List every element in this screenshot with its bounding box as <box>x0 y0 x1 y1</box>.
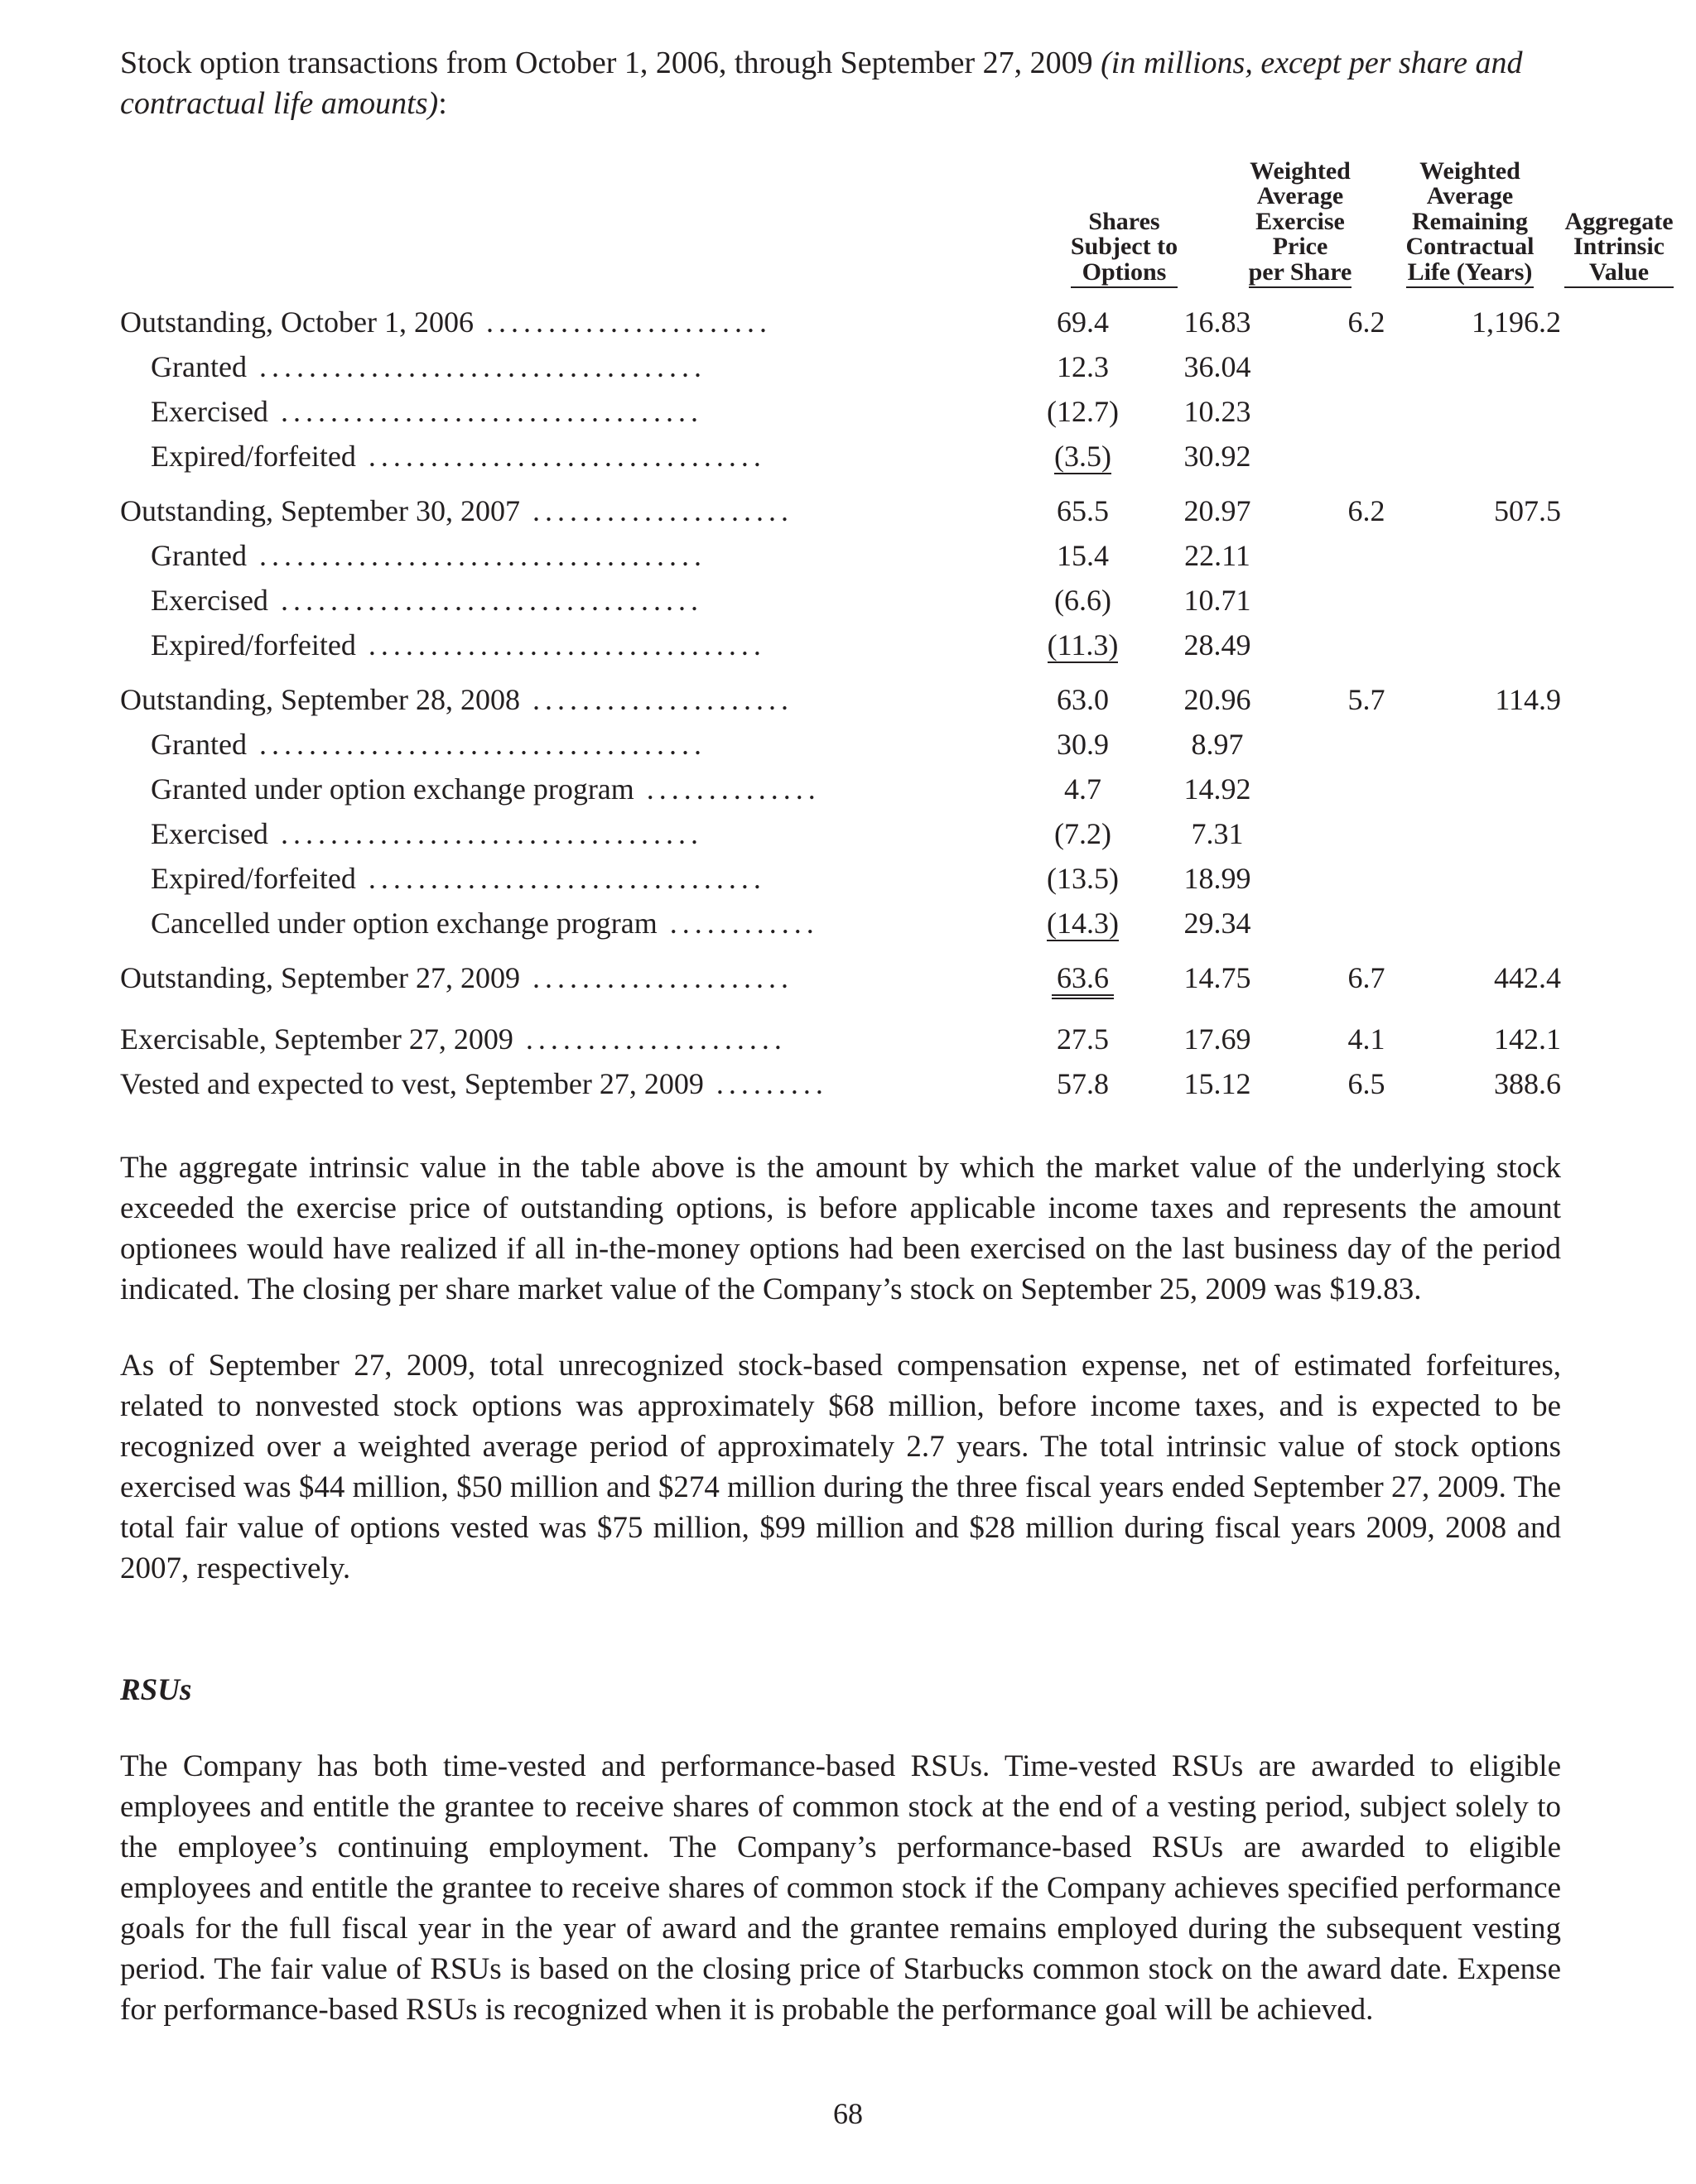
table-row <box>120 389 1561 434</box>
value-cell: 507.5 <box>1494 494 1561 527</box>
shares-cell: 30.9 <box>1057 728 1109 761</box>
row-label: Expired/forfeited ................................ <box>151 440 766 473</box>
price-cell: 29.34 <box>1183 907 1251 940</box>
table-row <box>120 344 1561 389</box>
shares-cell: 63.0 <box>1057 683 1109 716</box>
value-cell: 1,196.2 <box>1472 305 1561 339</box>
table-row <box>120 811 1561 856</box>
price-cell: 30.92 <box>1183 440 1251 473</box>
table-row <box>120 488 1561 533</box>
header-contractual-life: Weighted Average Remaining Contractual Life (Years) <box>1383 159 1557 289</box>
stock-option-table <box>120 156 1674 1106</box>
row-label: Outstanding, October 1, 2006 ....................... <box>120 305 772 339</box>
shares-cell: (3.5) <box>1054 440 1111 473</box>
unrecognized-expense-paragraph: As of September 27, 2009, total unrecognized stock-based compensation expense, net of estimated forfeitures, related to nonvested stock options was approximately $68 million, before income taxes, and is expected to be recognized over a weighted average period of approximately 2.7 years. The total intrinsic value of stock options exercised was $44 million, $50 million and $274 million during the three fiscal years ended September 27, 2009. The total fair value of options vested was $75 million, $99 million and $28 million during fiscal years 2009, 2008 and 2007, respectively. <box>120 1349 1561 1585</box>
shares-cell: (14.3) <box>1047 907 1119 940</box>
shares-cell: 12.3 <box>1057 350 1109 383</box>
intro-tail: : <box>438 86 447 121</box>
header-shares: Shares Subject to Options <box>1031 209 1217 289</box>
row-label: Vested and expected to vest, September 27, 2009 ......... <box>120 1067 828 1100</box>
price-cell: 20.97 <box>1183 494 1251 527</box>
price-cell: 10.71 <box>1183 584 1251 617</box>
table-row <box>120 722 1561 767</box>
row-label: Outstanding, September 30, 2007 ..................... <box>120 494 793 527</box>
shares-cell: (7.2) <box>1054 817 1111 850</box>
row-label: Cancelled under option exchange program ............ <box>151 907 819 940</box>
price-cell: 10.23 <box>1183 395 1251 428</box>
rsus-paragraph: The Company has both time-vested and performance-based RSUs. Time-vested RSUs are awarded to eligible employees and entitle the grantee to receive shares of common stock at the end of a vesting period, subject solely to the employee’s continuing employment. The Company’s performance-based RSUs are awarded to eligible employees and entitle the grantee to receive shares of common stock if the Company achieves specified performance goals for the full fiscal year in the year of award and the grantee remains employed during the subsequent vesting period. The fair value of RSUs is based on the closing price of Starbucks common stock on the award date. Expense for performance-based RSUs is recognized when it is probable the performance goal will be achieved. <box>120 1749 1561 2027</box>
life-cell: 6.7 <box>1347 961 1385 994</box>
table-row <box>120 533 1561 578</box>
intro-text <box>120 43 1561 124</box>
table-row <box>120 300 1561 344</box>
header-exercise-price: Weighted Average Exercise Price per Share <box>1217 159 1383 289</box>
table-row <box>120 955 1561 1000</box>
shares-cell: (11.3) <box>1047 628 1119 661</box>
row-label: Granted under option exchange program .............. <box>151 772 821 806</box>
table-row <box>120 434 1561 479</box>
table-row <box>120 677 1561 722</box>
shares-cell: (13.5) <box>1047 862 1119 895</box>
page-number: 68 <box>833 2097 863 2130</box>
row-label: Exercised .................................. <box>151 395 703 428</box>
row-label: Outstanding, September 28, 2008 ..................... <box>120 683 793 716</box>
shares-cell: 63.6 <box>990 955 1176 1000</box>
row-label: Granted .................................... <box>151 539 706 572</box>
shares-cell: 27.5 <box>1057 1022 1109 1056</box>
price-cell: 20.96 <box>1183 683 1251 716</box>
price-cell: 15.12 <box>1183 1067 1251 1100</box>
rsus-heading: RSUs <box>120 1673 192 1707</box>
table-row <box>120 623 1561 667</box>
shares-cell: 4.7 <box>1064 772 1101 806</box>
price-cell: 7.31 <box>1191 817 1244 850</box>
price-cell: 28.49 <box>1183 628 1251 661</box>
row-label: Expired/forfeited ................................ <box>151 862 766 895</box>
shares-cell: 65.5 <box>1057 494 1109 527</box>
row-label: Expired/forfeited ................................ <box>151 628 766 661</box>
life-cell: 4.1 <box>1347 1022 1385 1056</box>
header-intrinsic-value: Aggregate Intrinsic Value <box>1557 209 1681 289</box>
price-cell: 17.69 <box>1183 1022 1251 1056</box>
life-cell: 6.2 <box>1347 305 1385 339</box>
table-header <box>120 156 1674 288</box>
shares-cell: (6.6) <box>1054 584 1111 617</box>
price-cell: 16.83 <box>1183 305 1251 339</box>
table-row <box>120 856 1561 901</box>
price-cell: 18.99 <box>1183 862 1251 895</box>
page-content <box>120 43 1674 2030</box>
price-cell: 14.92 <box>1183 772 1251 806</box>
row-label: Exercised .................................. <box>151 584 703 617</box>
price-cell: 36.04 <box>1183 350 1251 383</box>
row-label: Exercisable, September 27, 2009 ..................... <box>120 1022 787 1056</box>
intro-main: Stock option transactions from October 1, 2006, through September 27, 2009 <box>120 46 1101 80</box>
table-row <box>120 901 1561 945</box>
row-label: Granted .................................... <box>151 350 706 383</box>
shares-cell: 57.8 <box>1057 1067 1109 1100</box>
row-label: Outstanding, September 27, 2009 ..................... <box>120 961 793 994</box>
price-cell: 22.11 <box>1184 539 1250 572</box>
value-cell: 442.4 <box>1494 961 1561 994</box>
table-row <box>120 1061 1561 1106</box>
shares-cell: (12.7) <box>1047 395 1119 428</box>
intrinsic-value-paragraph: The aggregate intrinsic value in the table above is the amount by which the market value of the underlying stock exceeded the exercise price of outstanding options, is before applicable income taxes and represents the amount optionees would have realized if all in-the-money options had been exercised on the last business day of the period indicated. The closing per share market value of the Company’s stock on September 25, 2009 was $19.83. <box>120 1151 1561 1306</box>
intro-italic: (in millions, except per share and contractual life amounts) <box>120 46 1523 121</box>
life-cell: 6.2 <box>1347 494 1385 527</box>
life-cell: 5.7 <box>1347 683 1385 716</box>
table-row <box>120 1017 1561 1061</box>
value-cell: 388.6 <box>1494 1067 1561 1100</box>
life-cell: 6.5 <box>1347 1067 1385 1100</box>
table-row <box>120 578 1561 623</box>
price-cell: 14.75 <box>1183 961 1251 994</box>
value-cell: 142.1 <box>1494 1022 1561 1056</box>
value-cell: 114.9 <box>1495 683 1561 716</box>
row-label: Exercised .................................. <box>151 817 703 850</box>
shares-cell: 15.4 <box>1057 539 1109 572</box>
table-row <box>120 767 1561 811</box>
shares-cell: 69.4 <box>1057 305 1109 339</box>
price-cell: 8.97 <box>1191 728 1244 761</box>
row-label: Granted .................................... <box>151 728 706 761</box>
